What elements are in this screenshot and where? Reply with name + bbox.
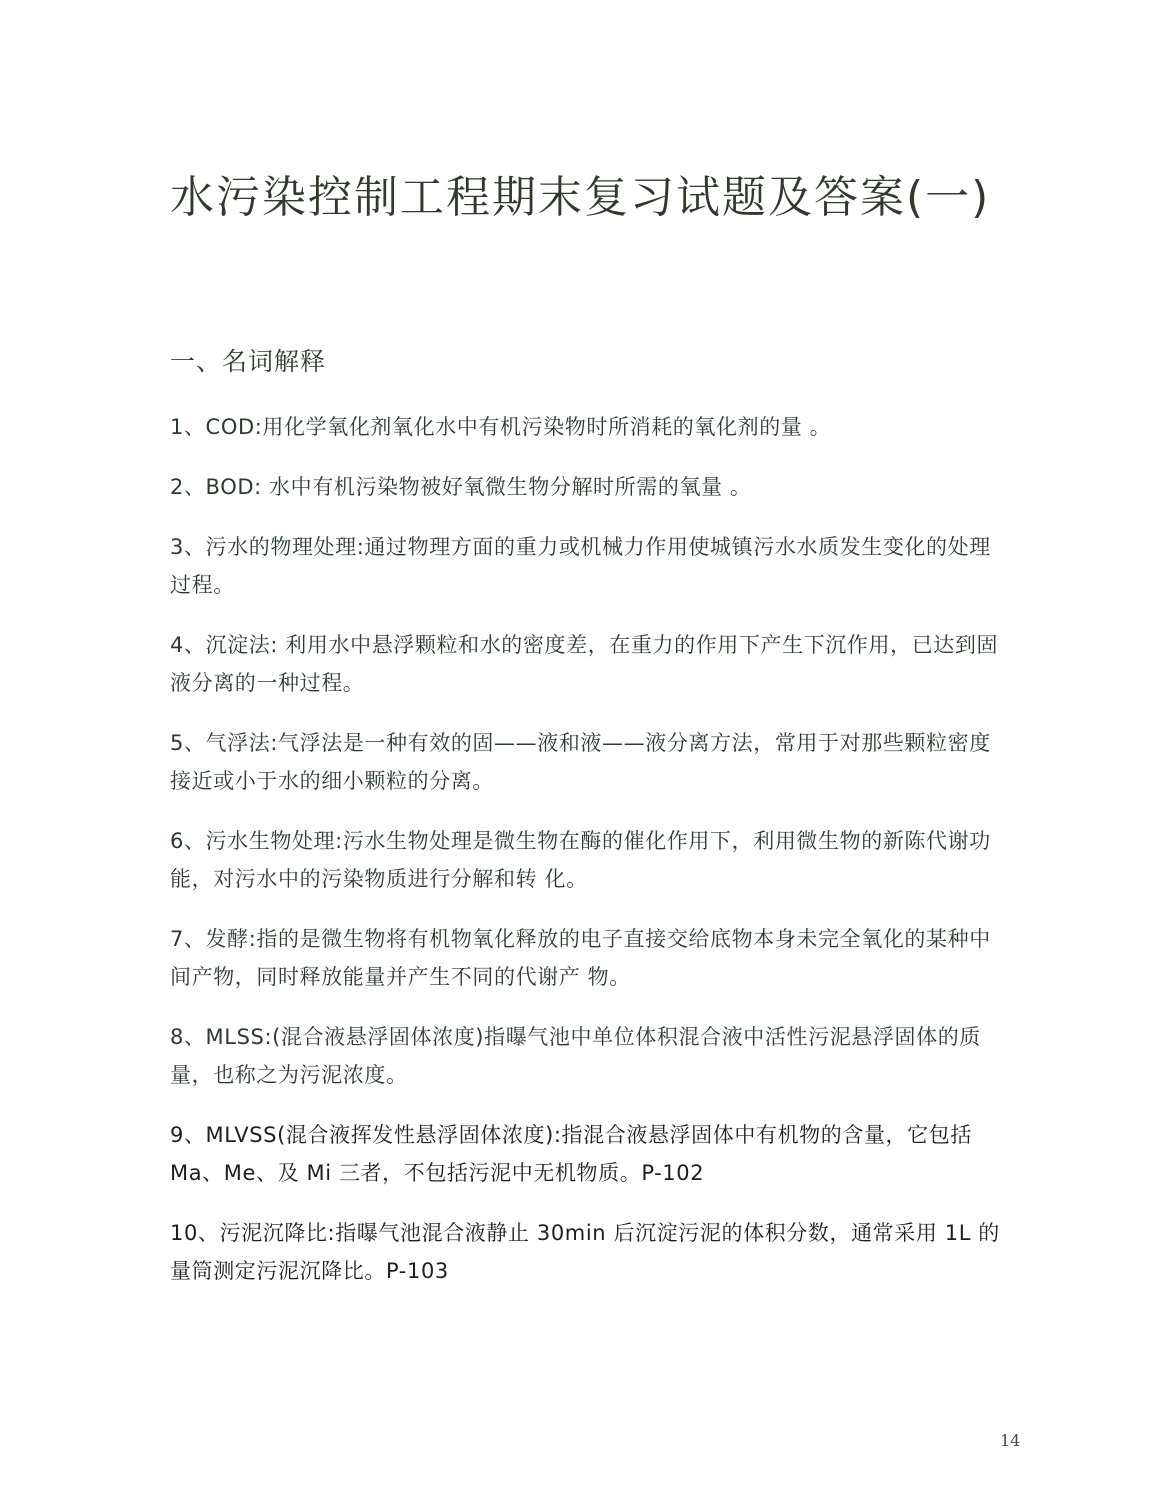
definition-item-mlss: 8、MLSS:(混合液悬浮固体浓度)指曝气池中单位体积混合液中活性污泥悬浮固体的质量，也称之为污泥浓度。: [170, 1025, 981, 1087]
section-heading: 一、名词解释: [170, 347, 327, 376]
definition-item-physical-treatment: 3、污水的物理处理:通过物理方面的重力或机械力作用使城镇污水水质发生变化的处理过程。: [170, 535, 991, 597]
definition-item-fermentation: 7、发酵:指的是微生物将有机物氧化释放的电子直接交给底物本身未完全氧化的某种中间产物，同时释放能量并产生不同的代谢产 物。: [170, 927, 991, 989]
definition-item-mlvss: 9、MLVSS(混合液挥发性悬浮固体浓度):指混合液悬浮固体中有机物的含量，它包括 Ma、Me、及 Mi 三者，不包括污泥中无机物质。P-102: [170, 1123, 972, 1185]
page-number: 14: [1000, 1431, 1021, 1450]
definition-item-bod: 2、BOD: 水中有机污染物被好氧微生物分解时所需的氧量 。: [170, 475, 752, 499]
definition-item-flotation: 5、气浮法:气浮法是一种有效的固——液和液——液分离方法，常用于对那些颗粒密度接近或小于水的细小颗粒的分离。: [170, 731, 991, 793]
definition-list: [170, 408, 1000, 1312]
definition-item-cod: 1、COD:用化学氧化剂氧化水中有机污染物时所消耗的氧化剂的量 。: [170, 415, 832, 439]
page-title: 水污染控制工程期末复习试题及答案(一): [170, 172, 991, 223]
definition-item-biological-treatment: 6、污水生物处理:污水生物处理是微生物在酶的催化作用下，利用微生物的新陈代谢功能，对污水中的污染物质进行分解和转 化。: [170, 829, 991, 891]
definition-item-sludge-settling-ratio: 10、污泥沉降比:指曝气池混合液静止 30min 后沉淀污泥的体积分数，通常采用 1L 的量筒测定污泥沉降比。P-103: [170, 1221, 1000, 1283]
definition-item-sedimentation: 4、沉淀法: 利用水中悬浮颗粒和水的密度差，在重力的作用下产生下沉作用，已达到固液分离的一种过程。: [170, 633, 999, 695]
